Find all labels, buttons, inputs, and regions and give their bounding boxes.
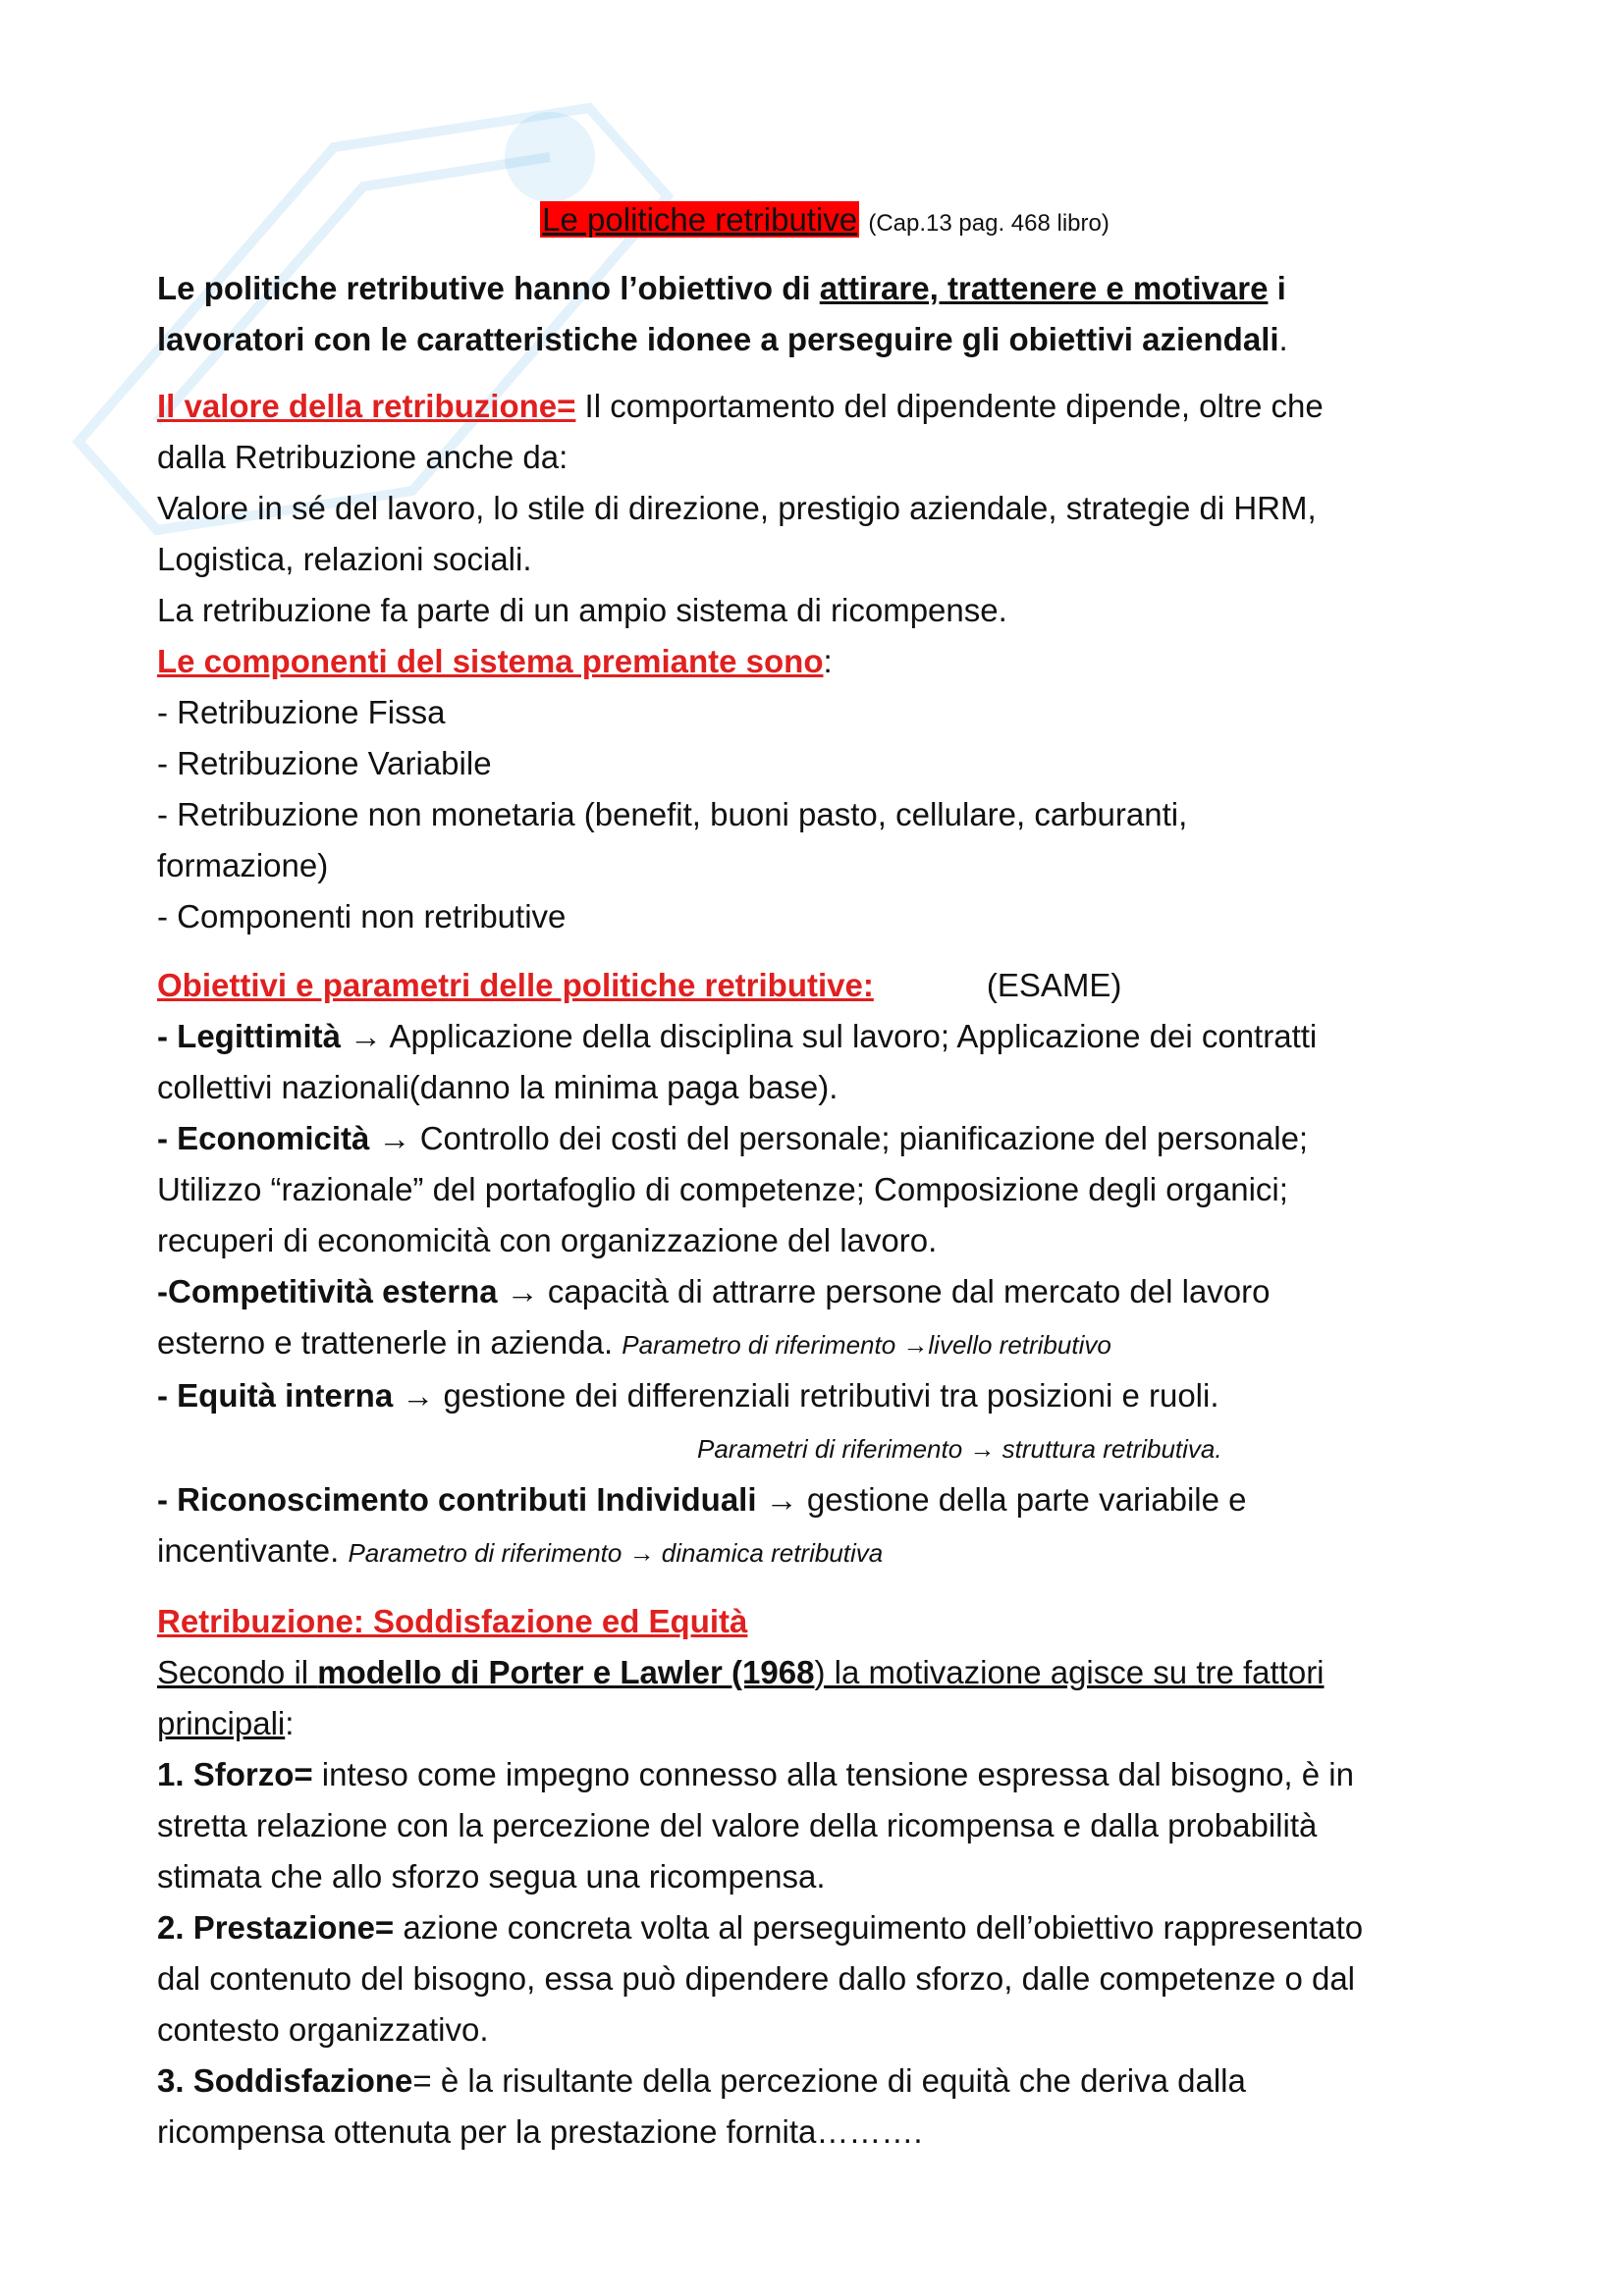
arrow-icon: → xyxy=(902,1330,929,1360)
arrow-icon: → xyxy=(378,1120,411,1156)
list-item: - Retribuzione Fissa xyxy=(157,694,446,730)
list-item: - Componenti non retributive xyxy=(157,898,567,934)
valore-line: La retribuzione fa parte di un ampio sistema di ricompense. xyxy=(157,592,1007,628)
legittimita-line2: collettivi nazionali(danno la minima paga base). xyxy=(157,1069,839,1105)
factor-line: contesto organizzativo. xyxy=(157,2011,489,2048)
list-item: - Retribuzione Variabile xyxy=(157,745,492,781)
list-item: - Retribuzione non monetaria (benefit, buoni pasto, cellulare, carburanti, xyxy=(157,796,1188,832)
componenti-heading: Le componenti del sistema premiante sono xyxy=(157,643,824,679)
page-title: Le politiche retributive xyxy=(542,201,858,238)
soddisfazione-section xyxy=(157,1596,1492,2158)
competitivita-note: Parametro di riferimento xyxy=(622,1330,903,1360)
factor-text: = è la risultante della percezione di equità che deriva dalla xyxy=(412,2062,1246,2099)
componenti-section xyxy=(157,636,1492,942)
economicita-line3: recuperi di economicità con organizzazione del lavoro. xyxy=(157,1222,938,1258)
intro-paragraph xyxy=(157,263,1492,365)
factor-line: stimata che allo sforzo segua una ricompensa. xyxy=(157,1858,826,1895)
arrow-icon: → xyxy=(765,1481,798,1518)
obiettivi-section xyxy=(157,960,1492,1578)
competitivita-label: -Competitività esterna xyxy=(157,1273,498,1309)
factor-text: azione concreta volta al perseguimento dell’obiettivo rappresentato xyxy=(394,1909,1364,1946)
list-item: formazione) xyxy=(157,847,329,883)
riconoscimento-label: - Riconoscimento contributi Individuali xyxy=(157,1481,757,1518)
equita-note-value: struttura retributiva xyxy=(995,1434,1216,1464)
model-name: modello di Porter e Lawler (1968 xyxy=(317,1654,815,1690)
document-page xyxy=(157,194,1492,2158)
factor-label: 2. Prestazione= xyxy=(157,1909,395,1946)
arrow-icon: → xyxy=(506,1273,539,1309)
factor-line: stretta relazione con la percezione del valore della ricompensa e dalla probabilità xyxy=(157,1807,1318,1843)
valore-line: Valore in sé del lavoro, lo stile di direzione, prestigio aziendale, strategie di HRM, xyxy=(157,490,1317,526)
model-intro-end: ) la motivazione agisce su tre fattori xyxy=(814,1654,1325,1690)
obiettivi-heading: Obiettivi e parametri delle politiche retributive: xyxy=(157,967,874,1003)
valore-line: Logistica, relazioni sociali. xyxy=(157,541,532,577)
legittimita-text: Applicazione della disciplina sul lavoro; Applicazione dei contratti xyxy=(382,1018,1318,1054)
factor-line: ricompensa ottenuta per la prestazione fornita………. xyxy=(157,2113,923,2150)
factor-line: dal contenuto del bisogno, essa può dipendere dallo sforzo, dalle competenze o dal xyxy=(157,1960,1356,1997)
riconoscimento-note-value: dinamica retributiva xyxy=(654,1538,884,1568)
model-colon: : xyxy=(285,1705,295,1741)
valore-heading: Il valore della retribuzione= xyxy=(157,388,576,424)
riconoscimento-text: gestione della parte variabile e xyxy=(797,1481,1247,1518)
competitivita-line2: esterno e trattenerle in azienda. xyxy=(157,1324,623,1361)
factor-label: 3. Soddisfazione xyxy=(157,2062,413,2099)
model-intro-line2: principali xyxy=(157,1705,286,1741)
intro-underlined: attirare, trattenere e motivare xyxy=(819,270,1269,306)
equita-note: Parametri di riferimento xyxy=(697,1434,970,1464)
model-intro: Secondo il xyxy=(157,1654,318,1690)
arrow-icon: → xyxy=(628,1538,655,1568)
intro-text: Le politiche retributive hanno l’obiettivo di xyxy=(157,270,820,306)
arrow-icon: → xyxy=(402,1377,435,1414)
equita-text: gestione dei differenziali retributivi tra posizioni e ruoli. xyxy=(434,1377,1219,1414)
valore-text: Il comportamento del dipendente dipende, oltre che xyxy=(575,388,1324,424)
soddisfazione-heading: Retribuzione: Soddisfazione ed Equità xyxy=(157,1603,748,1639)
exam-note: (ESAME) xyxy=(986,967,1122,1003)
competitivita-note-value: livello retributivo xyxy=(928,1330,1111,1360)
factor-label: 1. Sforzo= xyxy=(157,1756,313,1792)
title-line xyxy=(157,194,1492,249)
intro-period: . xyxy=(1278,321,1288,357)
valore-line: dalla Retribuzione anche da: xyxy=(157,439,568,475)
componenti-colon: : xyxy=(823,643,833,679)
economicita-text: Controllo dei costi del personale; pianificazione del personale; xyxy=(410,1120,1309,1156)
title-reference: (Cap.13 pag. 468 libro) xyxy=(868,210,1110,237)
intro-line2: lavoratori con le caratteristiche idonee a perseguire gli obiettivi aziendali xyxy=(157,321,1279,357)
riconoscimento-line2: incentivante. xyxy=(157,1532,349,1569)
valore-section xyxy=(157,381,1492,636)
arrow-icon: → xyxy=(350,1018,383,1054)
riconoscimento-note: Parametro di riferimento xyxy=(348,1538,629,1568)
equita-note-period: . xyxy=(1215,1434,1222,1464)
equita-label: - Equità interna xyxy=(157,1377,394,1414)
intro-text-end: i xyxy=(1268,270,1286,306)
economicita-line2: Utilizzo “razionale” del portafoglio di competenze; Composizione degli organici; xyxy=(157,1171,1288,1207)
competitivita-text: capacità di attrarre persone dal mercato del lavoro xyxy=(538,1273,1271,1309)
factor-text: inteso come impegno connesso alla tensione espressa dal bisogno, è in xyxy=(312,1756,1354,1792)
arrow-icon: → xyxy=(969,1434,996,1464)
economicita-label: - Economicità xyxy=(157,1120,370,1156)
legittimita-label: - Legittimità xyxy=(157,1018,341,1054)
